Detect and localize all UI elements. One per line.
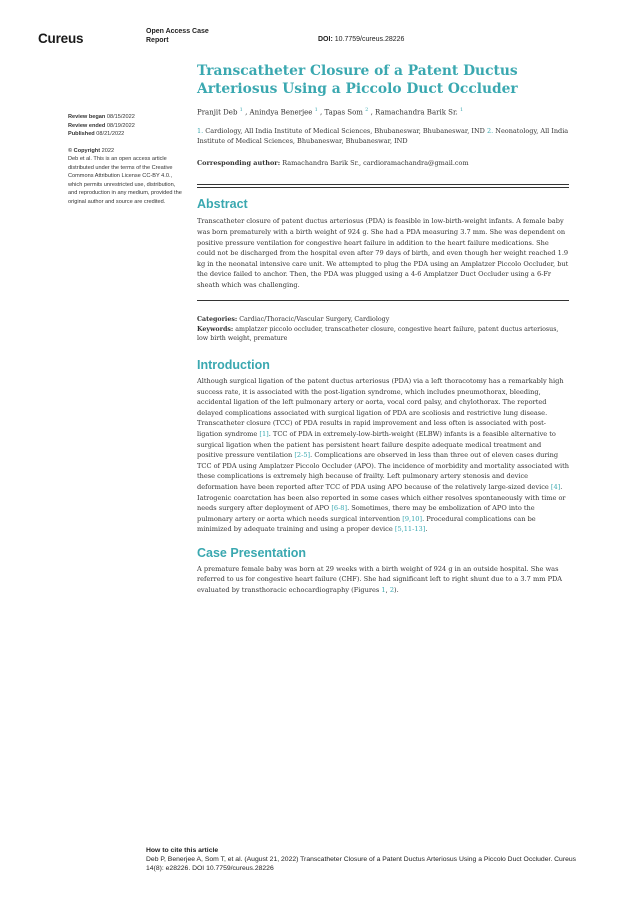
section-divider	[197, 184, 569, 188]
body-text: .	[425, 525, 428, 534]
body-text: . Sometimes, there may be embolization of APO into the pulmonary artery or aorta which needs surgical intervention	[197, 504, 535, 523]
body-text: . Procedural complications can be minimized by adequate training and using a proper device	[197, 514, 536, 534]
article-type: Open Access Case Report	[146, 28, 209, 44]
affiliation-number: 2.	[486, 127, 496, 136]
doi-label: DOI:	[318, 36, 333, 43]
body-text: . Complications are observed in less than three out of eleven cases during TCC of PDA using Amplatzer Piccolo Occluder (APO). The incidence of morbidity and mortality associated with these complications is extremely high because of frailty. Left pulmonary artery stenosis and device deformation have been reported after TCC of PDA using APO because of the relatively large-sized device	[197, 451, 569, 491]
abstract-text: Transcatheter closure of patent ductus arteriosus (PDA) is feasible in low-birth-weight infants. A female baby was born prematurely with a birth weight of 924 g. She had a PDA measuring 3.7 mm. She was dependent on positive pressure ventilation for congestive heart failure in addition to the heart failure medications. She could not be discharged from the hospital even after 79 days of birth, and even though her weight reached 1.9 kg in the neonatal intensive care unit. We attempted to plug the PDA using an Amplatzer Piccolo Occluder, but the device failed to anchor. Then, the PDA was plugged using a 4-6 Amplatzer Duct Occluder using a 6-Fr sheath which was challenging.	[197, 217, 569, 289]
affiliation-text: Cardiology, All India Institute of Medical Sciences, Bhubaneswar, Bhubaneswar, IND	[205, 127, 487, 136]
doi-value[interactable]: 10.7759/cureus.28226	[334, 36, 405, 43]
affiliation-text: Neonatology, All India Institute of Medical Sciences, Bhubaneswar, Bhubaneswar, IND	[197, 127, 569, 145]
keywords: Keywords: amplatzer piccolo occluder, transcatheter closure, congestive heart failure, patent ductus arteriosus, low birth weight, premature	[197, 325, 559, 343]
author-name[interactable]: Ramachandra Barik Sr.	[375, 108, 460, 117]
article-main	[197, 62, 569, 596]
article-sidebar	[68, 113, 186, 206]
affiliation-marker: 1	[460, 107, 464, 113]
categories: Categories: Cardiac/Thoracic/Vascular Surgery, Cardiology	[197, 316, 390, 324]
license-text: Deb et al. This is an open access article distributed under the terms of the Creative Commons Attribution License CC-BY 4.0., which permits unrestricted use, distribution, and reproduction in any medium, provided the original author and source are credited.	[68, 156, 182, 205]
reference-link[interactable]: [4]	[550, 482, 561, 491]
introduction-heading: Introduction	[197, 357, 270, 372]
reference-link[interactable]: 2	[389, 586, 395, 595]
reference-link[interactable]: [5,11-13]	[394, 525, 426, 534]
affiliations	[197, 127, 569, 146]
citation-text: Deb P, Benerjee A, Som T, et al. (August 21, 2022) Transcatheter Closure of a Patent Ductus Arteriosus Using a Piccolo Duct Occluder. Cureus 14(8): e28226. DOI 10.7759/cureus.28226	[146, 856, 577, 872]
body-text: . TCC of PDA in extremely-low-birth-weight (ELBW) infants is a feasible alternative to surgical ligation when the patient has persistent heart failure despite adequate medical treatment and positive pressure ventilation	[197, 429, 556, 460]
case-presentation-text	[197, 564, 569, 596]
corresponding-author: Corresponding author: Ramachandra Barik Sr., cardioramachandra@gmail.com	[197, 159, 469, 168]
reference-link[interactable]: [6-8]	[331, 504, 348, 513]
reference-link[interactable]: 1	[381, 586, 386, 595]
categories-keywords	[197, 315, 569, 344]
body-text: Although surgical ligation of the patent ductus arteriosus (PDA) via a left thoracotomy has a remarkably high success rate, it is associated with the post-ligation syndrome, which includes pneumothorax, bleeding, accidental ligation of the left pulmonary artery or aorta, vocal cord palsy, and chylothorax. The reported delayed complications associated with surgical ligation of PDA are scoliosis and restrictive lung disease. Transcatheter closure (TCC) of PDA results in rapid improvement and less often is associated with post-ligation syndrome	[197, 376, 564, 438]
affiliation-marker: 1	[239, 107, 243, 113]
author-list: Pranjit Deb $^1$ , Anindya Benerjee $^1$ , Tapas Som $^2$ , Ramachandra Barik Sr. $^1$	[197, 107, 464, 117]
journal-logo: Cureus	[38, 31, 84, 46]
case-presentation-heading: Case Presentation	[197, 545, 307, 560]
author-name[interactable]: Anindya Benerjee	[249, 108, 315, 117]
abstract-divider	[197, 300, 569, 301]
introduction-text	[197, 376, 569, 535]
body-text: ,	[385, 586, 390, 595]
reference-link[interactable]: [9,10]	[402, 514, 423, 523]
reference-link[interactable]: [1]	[259, 429, 269, 438]
citation-box	[146, 846, 586, 873]
body-text: A premature female baby was born at 29 weeks with a birth weight of 924 g in an outside hospital. She was referred to us for congestive heart failure (CHF). She had significant left to right shunt due to a 3.7 mm PDA evaluated by transthoracic echocardiography (Figures	[197, 564, 563, 595]
abstract-heading: Abstract	[197, 197, 248, 212]
article-title: Transcatheter Closure of a Patent Ductus Arteriosus Using a Piccolo Duct Occluder	[197, 63, 518, 97]
body-text: ).	[394, 586, 399, 595]
copyright: © Copyright 2022	[68, 147, 115, 154]
affiliation-marker: 2	[365, 107, 369, 113]
review-began: Review began 08/15/2022	[68, 114, 135, 120]
affiliation-marker: 1	[314, 107, 318, 113]
body-text: . Iatrogenic coarctation has been also reported in some cases which either resolves spontaneously with time or needs surgery after deployment of APO	[197, 482, 566, 513]
affiliation-number: 1.	[197, 127, 206, 136]
reference-link[interactable]: [2-5]	[294, 451, 311, 460]
citation-heading: How to cite this article	[146, 847, 219, 854]
author-name[interactable]: Tapas Som	[324, 108, 366, 117]
author-name[interactable]: Pranjit Deb	[197, 108, 240, 117]
review-ended: Review ended 08/19/2022	[68, 122, 135, 129]
published-date: Published 08/21/2022	[68, 131, 125, 137]
doi	[318, 36, 404, 43]
